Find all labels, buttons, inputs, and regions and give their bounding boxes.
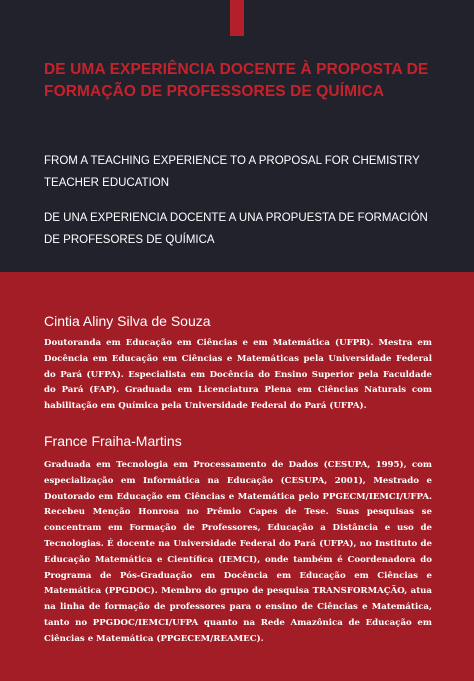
authors-panel [0, 272, 474, 681]
title-panel [0, 0, 474, 272]
author-name: France Fraiha-Martins [44, 433, 182, 449]
author-bio: Doutoranda em Educação em Ciências e em Matemática (UFPR). Mestra em Docência em Educação em Ciências e Matemáticas pela Universidade Federal do Pará (UFPA). Especialista em Docência do Ensino Superior pela Faculdade do Pará (FAP). Graduada em Licenciatura Plena em Ciências Naturais com habilitação em Química pela Universidade Federal do Pará (UFPA). [44, 338, 432, 412]
title-english: FROM A TEACHING EXPERIENCE TO A PROPOSAL FOR CHEMISTRY TEACHER EDUCATION [44, 155, 420, 189]
author-name: Cintia Aliny Silva de Souza [44, 313, 211, 329]
title-portuguese: DE UMA EXPERIÊNCIA DOCENTE À PROPOSTA DE FORMAÇÃO DE PROFESSORES DE QUÍMICA [44, 61, 429, 100]
author-bio: Graduada em Tecnologia em Processamento de Dados (CESUPA, 1995), com especialização em Informática na Educação (CESUPA, 2001), Mestrado e Doutorado em Educação em Ciências e Matemática pelo PPGECM/IEMCI/UFPA. Recebeu Menção Honrosa no Prêmio Capes de Tese. Suas pesquisas se concentram em Formação de Professores, Educação a Distância e uso de Tecnologias. É docente na Universidade Federal do Pará (UFPA), no Instituto de Educação Matemática e Científica (IEMCI), onde também é Coordenadora do Programa de Pós-Graduação em Docência em Educação em Ciências e Matemática (PPGDOC). Membro do grupo de pesquisa TRANSFORMAÇÃO, atua na linha de formação de professores para o ensino de Ciências e Matemática, tanto no PPGDOC/IEMCI/UFPA quanto na Rede Amazônica de Educação em Ciências e Matemática (PPGECEM/REAMEC). [44, 460, 432, 644]
accent-bar [230, 0, 244, 36]
title-spanish: DE UNA EXPERIENCIA DOCENTE A UNA PROPUESTA DE FORMACIÓN DE PROFESORES DE QUÍMICA [44, 212, 428, 246]
